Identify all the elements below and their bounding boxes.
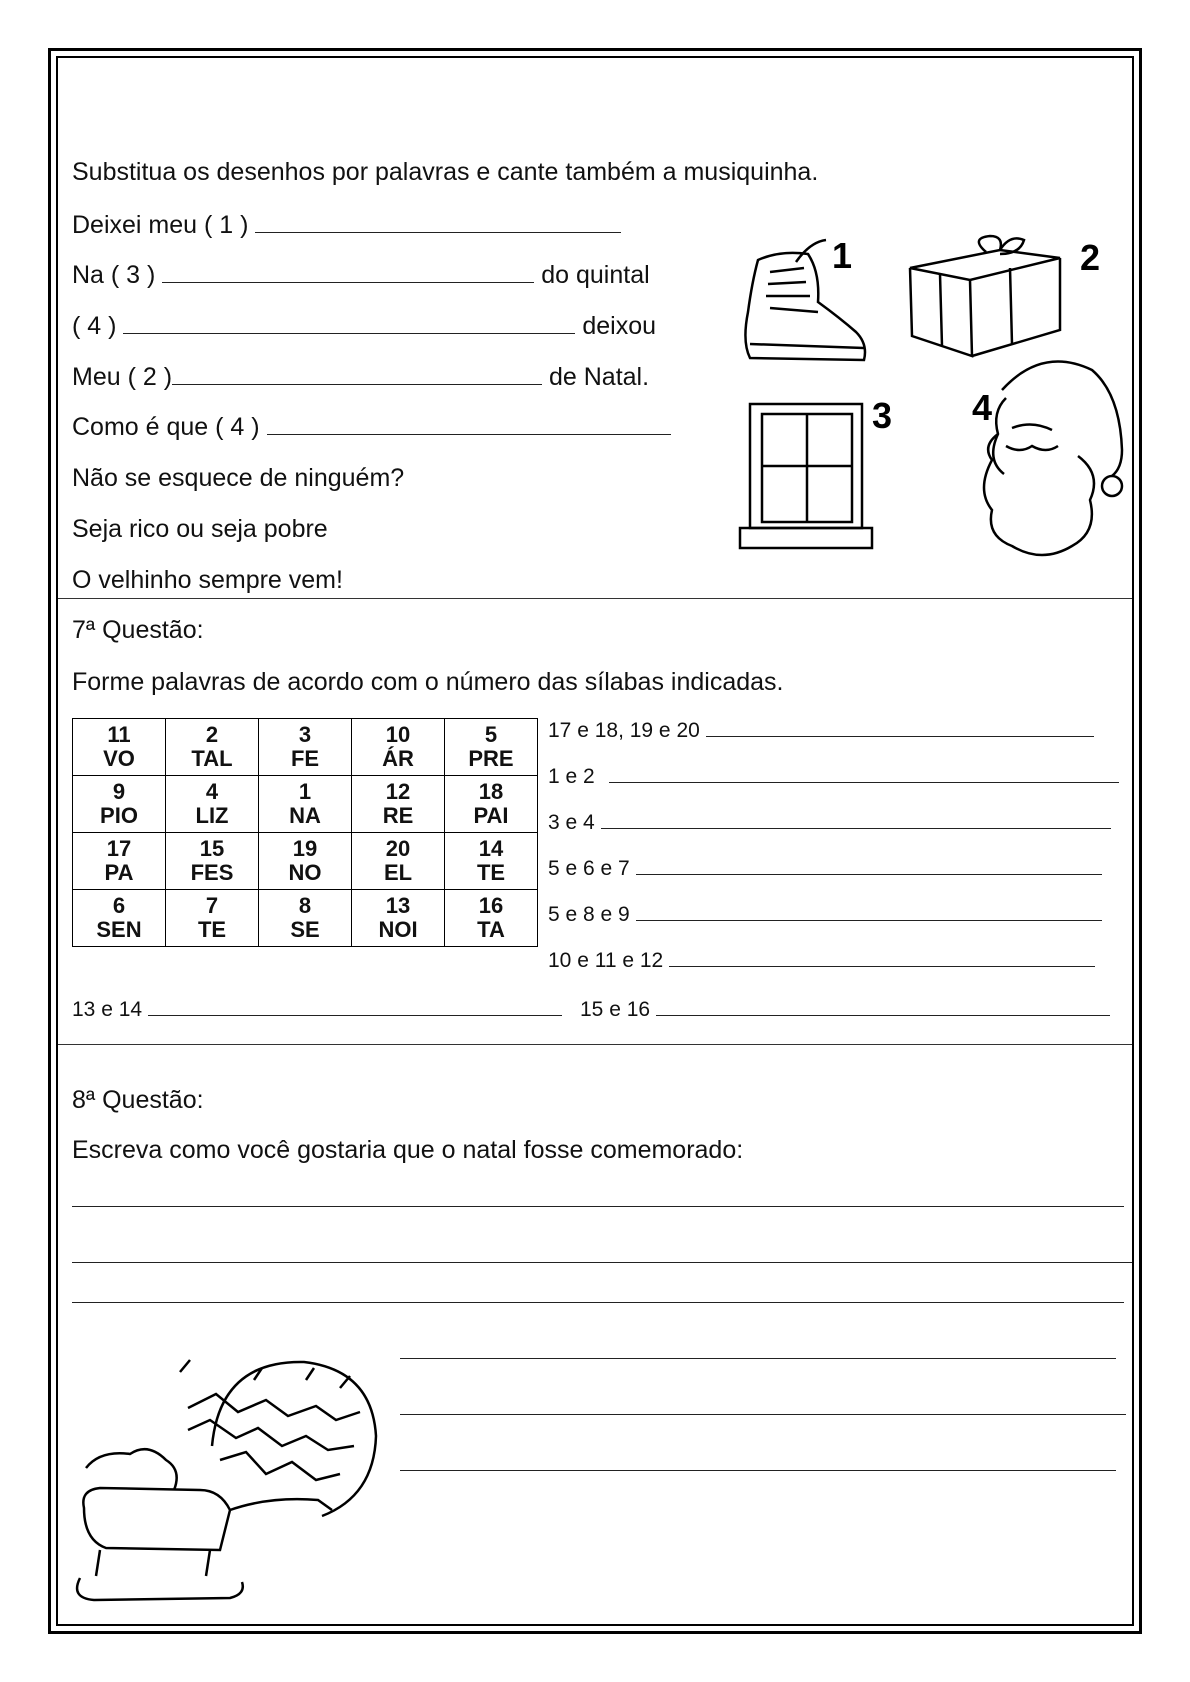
boot-picture: [740, 232, 880, 382]
syllable-number: 17: [106, 836, 132, 861]
syllable-text: TA: [477, 917, 505, 942]
syllable-number: 8: [298, 893, 312, 918]
q7-prompt-2: [548, 764, 1119, 789]
q7-prompt-label: 17 e 18, 19 e 20: [548, 719, 700, 742]
writing-line[interactable]: [72, 1262, 1132, 1263]
syllable-text: FES: [190, 860, 234, 885]
santa-hat: [1002, 362, 1122, 476]
boot-laces: [766, 268, 818, 312]
answer-blank[interactable]: [706, 718, 1094, 737]
writing-line[interactable]: [400, 1358, 1116, 1359]
answer-blank[interactable]: [656, 997, 1110, 1016]
syllable-text: PIO: [100, 803, 138, 828]
syllable-number: 18: [478, 779, 504, 804]
syllable-row: [73, 719, 538, 776]
box-top: [910, 250, 1060, 280]
picture-number-3: 3: [872, 398, 893, 436]
syllable-number: 16: [478, 893, 504, 918]
answer-blank[interactable]: [636, 856, 1102, 875]
syllable-text: EL: [383, 860, 413, 885]
syllable-cell: [445, 890, 538, 947]
syllable-number: 13: [385, 893, 411, 918]
window-cross-bars: [762, 414, 852, 522]
sleigh-harness: [230, 1499, 332, 1510]
syllable-number: 3: [298, 722, 312, 747]
q7-prompt-3: [548, 810, 1111, 835]
picture-number-2: 2: [1080, 237, 1101, 278]
gift-box-picture: [900, 232, 1110, 362]
q7-prompt-6: [548, 948, 1095, 973]
song-line-5-text: Como é que ( 4 ): [72, 413, 267, 441]
syllable-cell: [166, 890, 259, 947]
song-line-2: [72, 260, 650, 290]
writing-line[interactable]: [400, 1414, 1126, 1415]
answer-blank[interactable]: [172, 362, 542, 385]
santa-in-sleigh: [86, 1449, 177, 1490]
syllable-cell: [352, 776, 445, 833]
syllable-cell: [352, 719, 445, 776]
q7-title: 7ª Questão:: [72, 616, 204, 644]
syllable-text: VO: [103, 746, 135, 771]
song-line-4-text: Meu ( 2 ): [72, 363, 173, 391]
syllable-cell: [73, 890, 166, 947]
answer-blank[interactable]: [148, 997, 562, 1016]
syllable-number: 10: [385, 722, 411, 747]
syllable-number: 4: [205, 779, 219, 804]
syllable-number: 14: [478, 836, 504, 861]
syllable-text: RE: [382, 803, 414, 828]
santa-eyebrows: [1012, 424, 1052, 430]
syllable-cell: [352, 890, 445, 947]
song-line-3: [72, 311, 656, 341]
boot-sole-line: [750, 344, 864, 348]
syllable-cell: [259, 719, 352, 776]
syllable-text: TE: [197, 917, 227, 942]
syllable-number: 7: [205, 893, 219, 918]
syllable-cell: [259, 890, 352, 947]
santa-beard: [984, 434, 1094, 555]
song-plain-line: Não se esquece de ninguém?: [72, 464, 405, 492]
syllable-cell: [352, 833, 445, 890]
song-line-1-text: Deixei meu ( 1 ): [72, 211, 256, 239]
answer-blank[interactable]: [669, 948, 1095, 967]
syllable-row: [73, 890, 538, 947]
syllable-cell: [73, 719, 166, 776]
syllable-text: FE: [290, 746, 320, 771]
syllable-cell: [445, 776, 538, 833]
syllable-cell: [73, 776, 166, 833]
song-line-2-text: Na ( 3 ): [72, 261, 163, 289]
syllable-number: 9: [112, 779, 126, 804]
song-line-1: [72, 210, 621, 240]
window-sill: [740, 528, 872, 548]
syllable-cell: [166, 833, 259, 890]
syllable-number: 15: [199, 836, 225, 861]
syllable-cell: [259, 776, 352, 833]
answer-blank[interactable]: [601, 810, 1111, 829]
sleigh-runners: [77, 1550, 243, 1600]
q7-prompt-5: [548, 902, 1102, 927]
syllable-text: SE: [290, 917, 320, 942]
syllable-number: 6: [112, 893, 126, 918]
santa-hat-pompom: [1102, 476, 1122, 496]
q7-prompt-label: 3 e 4: [548, 811, 595, 834]
q7-prompt-label: 1 e 2: [548, 765, 595, 788]
syllable-text: PRE: [468, 746, 514, 771]
syllable-text: LIZ: [195, 803, 229, 828]
syllable-text: NA: [289, 803, 321, 828]
window-picture: [738, 398, 898, 564]
q7-bottom-prompt-2: [580, 997, 1110, 1022]
syllable-cell: [166, 776, 259, 833]
song-line-3-tail: deixou: [575, 312, 657, 340]
q7-prompt-1: [548, 718, 1094, 743]
santa-picture: [962, 350, 1134, 566]
syllable-text: TE: [476, 860, 506, 885]
syllable-text: SEN: [96, 917, 142, 942]
q7-prompt-label: 13 e 14: [72, 998, 143, 1021]
santa-mustache: [1006, 446, 1058, 450]
syllable-text: PA: [104, 860, 134, 885]
syllable-cell: [445, 719, 538, 776]
answer-blank[interactable]: [162, 260, 534, 283]
answer-blank[interactable]: [267, 412, 671, 435]
q8-instruction: Escreva como você gostaria que o natal fosse comemorado:: [72, 1136, 744, 1164]
syllable-cell: [445, 833, 538, 890]
writing-line[interactable]: [72, 1302, 1124, 1303]
section-divider: [58, 598, 1132, 599]
answer-blank[interactable]: [609, 764, 1119, 783]
syllable-row: [73, 833, 538, 890]
song-line-4-tail: de Natal.: [542, 363, 650, 391]
sleigh-body: [83, 1488, 230, 1550]
syllable-text: TAL: [191, 746, 233, 771]
song-plain-line: Seja rico ou seja pobre: [72, 515, 328, 543]
answer-blank[interactable]: [255, 210, 621, 233]
song-line-2-tail: do quintal: [534, 261, 650, 289]
answer-blank[interactable]: [636, 902, 1102, 921]
song-instruction: Substitua os desenhos por palavras e cante também a musiquinha.: [72, 158, 819, 186]
box-side: [972, 258, 1060, 356]
q7-prompt-4: [548, 856, 1102, 881]
picture-number-1: 1: [832, 235, 853, 276]
sleigh-picture: [70, 1350, 390, 1622]
syllable-text: NOI: [378, 917, 418, 942]
q7-prompt-label: 5 e 8 e 9: [548, 903, 630, 926]
syllable-table: [72, 718, 538, 947]
q7-bottom-prompt-1: [72, 997, 562, 1022]
q7-prompt-label: 15 e 16: [580, 998, 651, 1021]
q7-instruction: Forme palavras de acordo com o número das sílabas indicadas.: [72, 668, 784, 696]
syllable-cell: [166, 719, 259, 776]
syllable-number: 2: [205, 722, 219, 747]
syllable-number: 19: [292, 836, 318, 861]
q7-prompt-label: 5 e 6 e 7: [548, 857, 630, 880]
syllable-number: 1: [298, 779, 312, 804]
picture-number-4: 4: [972, 387, 993, 428]
reindeer-row-3: [220, 1452, 340, 1480]
song-line-3-text: ( 4 ): [72, 312, 124, 340]
syllable-cell: [259, 833, 352, 890]
song-line-5: [72, 412, 671, 442]
section-divider: [58, 1044, 1132, 1045]
syllable-text: PAI: [473, 803, 509, 828]
syllable-text: NO: [288, 860, 322, 885]
syllable-number: 11: [107, 722, 131, 747]
syllable-row: [73, 776, 538, 833]
song-line-4: [72, 362, 649, 392]
syllable-number: 20: [385, 836, 411, 861]
q7-prompt-label: 10 e 11 e 12: [548, 949, 664, 972]
writing-line[interactable]: [400, 1470, 1116, 1471]
syllable-number: 5: [484, 722, 498, 747]
q8-title: 8ª Questão:: [72, 1086, 204, 1114]
song-plain-line: O velhinho sempre vem!: [72, 566, 343, 594]
reindeer-antlers: [180, 1360, 350, 1388]
answer-blank[interactable]: [123, 311, 575, 334]
syllable-number: 12: [385, 779, 411, 804]
reindeer-row-1: [188, 1394, 360, 1420]
writing-line[interactable]: [72, 1206, 1124, 1207]
syllable-cell: [73, 833, 166, 890]
syllable-text: ÁR: [382, 746, 414, 771]
